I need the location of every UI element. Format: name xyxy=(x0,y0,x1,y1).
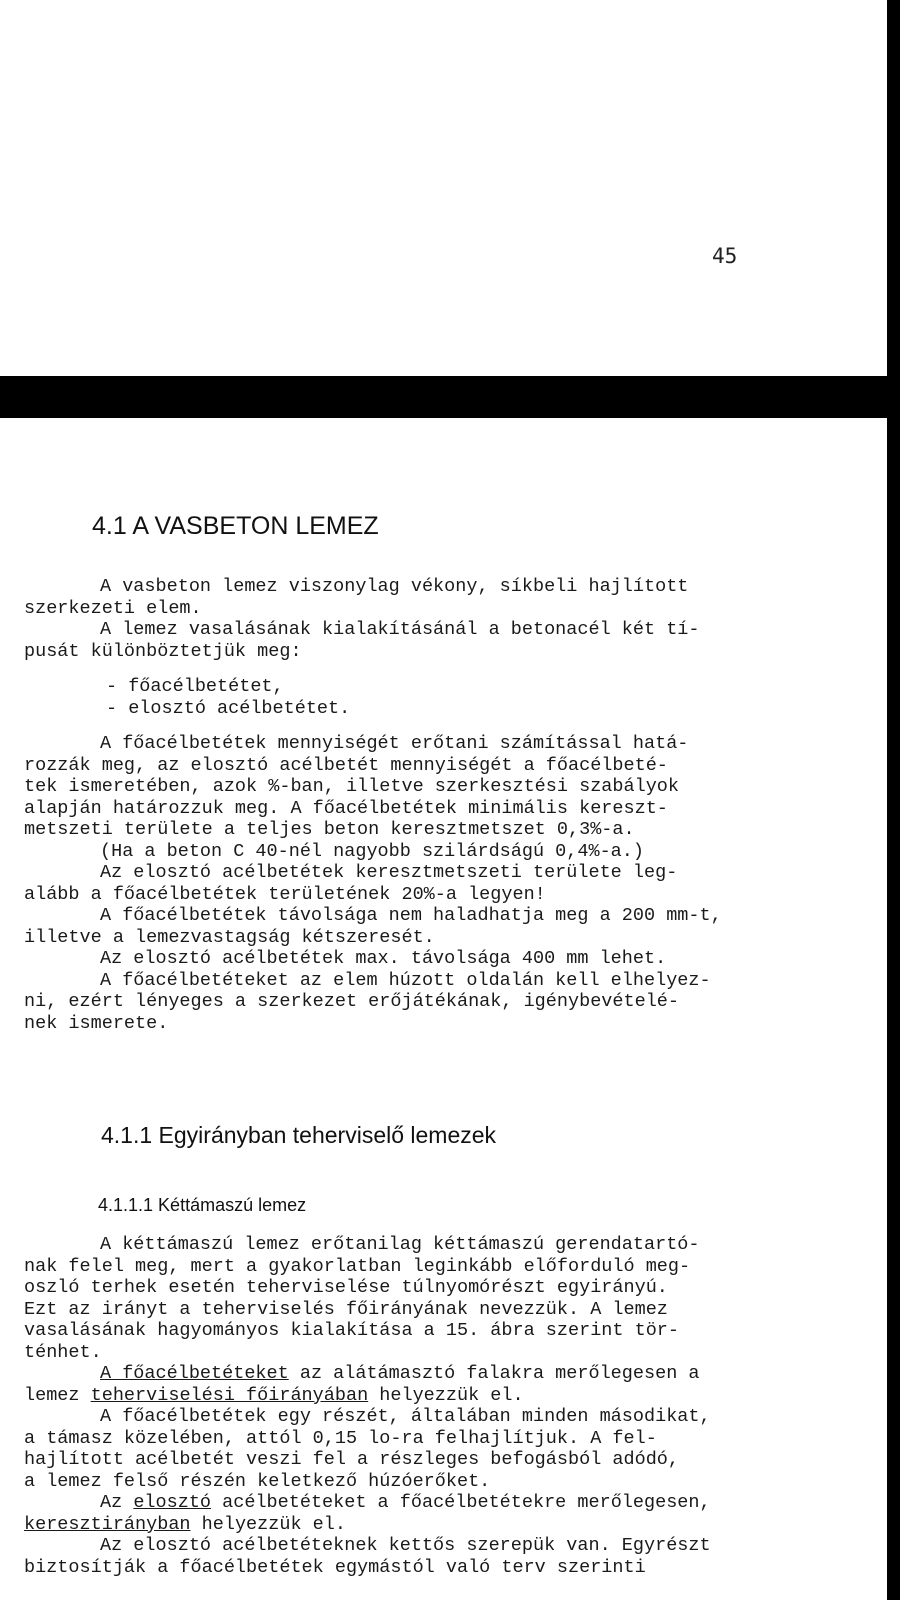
text-line xyxy=(24,1557,864,1579)
text-line xyxy=(24,1449,864,1471)
page-number: 45 xyxy=(712,244,738,268)
text-run: helyezzük el. xyxy=(190,1513,346,1535)
text-line: Az elosztó acélbetétek max. távolsága 400 mm lehet. xyxy=(100,948,667,969)
text-line: tek ismeretében, azok %-ban, illetve szerkesztési szabályok xyxy=(24,776,680,797)
text-line xyxy=(24,1320,864,1342)
subsubsection-heading: 4.1.1.1 Kéttámaszú lemez xyxy=(98,1195,307,1215)
text-run: helyezzük el. xyxy=(368,1384,524,1406)
text-line: A főacélbetéteket az elem húzott oldalán kell elhelyez- xyxy=(100,969,711,991)
text-run: Ezt az irányt a teherviselés főirányának nevezzük. A lemez xyxy=(24,1298,668,1320)
text-run: Az elosztó acélbetéteknek kettős szerepük van. Egyrészt xyxy=(100,1535,711,1556)
underlined-term: A főacélbetéteket xyxy=(100,1363,289,1384)
previous-page-area xyxy=(0,0,887,376)
text-line xyxy=(24,1342,864,1364)
text-run: lemez xyxy=(24,1384,91,1406)
text-line xyxy=(24,1277,864,1299)
text-line xyxy=(24,1299,864,1321)
text-line: Az elosztó acélbetétek keresztmetszeti területe leg- xyxy=(100,862,678,883)
text-line: alapján határozzuk meg. A főacélbetétek minimális kereszt- xyxy=(24,797,668,819)
text-run: biztosítják a főacélbetétek egymástól való terv szerinti xyxy=(24,1556,646,1578)
page-divider-bar xyxy=(0,376,900,418)
text-line: pusát különböztetjük meg: xyxy=(24,640,302,662)
text-line: alább a főacélbetétek területének 20%-a legyen! xyxy=(24,883,546,905)
scan-right-edge xyxy=(887,0,900,1600)
text-line: nek ismerete. xyxy=(24,1012,169,1034)
text-line: metszeti területe a teljes beton keresztmetszet 0,3%-a. xyxy=(24,819,635,840)
text-line xyxy=(24,1234,864,1256)
text-line: - elosztó acélbetétet. xyxy=(106,697,351,719)
text-line xyxy=(24,1535,864,1557)
text-line: illetve a lemezvastagság kétszeresét. xyxy=(24,926,435,948)
text-line: ni, ezért lényeges a szerkezet erőjátékának, igénybevételé- xyxy=(24,991,680,1012)
text-line xyxy=(24,1471,864,1493)
text-run: az alátámasztó falakra merőlegesen a xyxy=(288,1363,700,1384)
text-line: A főacélbetétek mennyiségét erőtani számítással hatá- xyxy=(100,733,689,754)
text-run: oszló terhek esetén teherviselése túlnyomórészt egyirányú. xyxy=(24,1277,668,1298)
underlined-term: teherviselési főirányában xyxy=(90,1384,369,1406)
text-line xyxy=(24,1514,864,1536)
text-run: acélbetéteket a főacélbetétekre merőlegesen, xyxy=(211,1492,711,1513)
text-run: a lemez felső részén keletkező húzóerőket. xyxy=(24,1470,491,1492)
text-line: rozzák meg, az elosztó acélbetét mennyiségét a főacélbeté- xyxy=(24,754,668,776)
text-line xyxy=(24,1363,864,1385)
text-line xyxy=(24,1428,864,1450)
text-line: A vasbeton lemez viszonylag vékony, síkbeli hajlított xyxy=(100,576,689,597)
text-run: ténhet. xyxy=(24,1341,102,1363)
text-line xyxy=(24,1385,864,1407)
subsection-heading: 4.1.1 Egyirányban teherviselő lemezek xyxy=(101,1122,497,1148)
text-line: A főacélbetétek távolsága nem haladhatja meg a 200 mm-t, xyxy=(100,905,722,926)
text-line xyxy=(24,1256,864,1278)
text-line: szerkezeti elem. xyxy=(24,597,202,619)
text-run: hajlított acélbetét veszi fel a részleges befogásból adódó, xyxy=(24,1449,680,1470)
underlined-term: keresztirányban xyxy=(24,1513,191,1535)
section-heading: 4.1 A VASBETON LEMEZ xyxy=(92,512,379,540)
text-run: A főacélbetétek egy részét, általában minden másodikat, xyxy=(100,1406,711,1427)
text-line: - főacélbetétet, xyxy=(106,676,284,697)
text-line: A lemez vasalásának kialakításánál a betonacél két tí- xyxy=(100,619,700,640)
text-run: nak felel meg, mert a gyakorlatban leginkább előforduló meg- xyxy=(24,1255,691,1277)
text-run: Az xyxy=(100,1492,134,1513)
text-run: a támasz közelében, attól 0,15 lo-ra felhajlítjuk. A fel- xyxy=(24,1427,657,1449)
text-run: vasalásának hagyományos kialakítása a 15. ábra szerint tör- xyxy=(24,1320,680,1341)
text-run: A kéttámaszú lemez erőtanilag kéttámaszú gerendatartó- xyxy=(100,1234,700,1255)
text-line xyxy=(24,1492,864,1514)
underlined-term: elosztó xyxy=(133,1492,212,1513)
text-line xyxy=(24,1406,864,1428)
body-text-block xyxy=(24,1234,864,1578)
intro-text-block xyxy=(24,576,864,1034)
text-line: (Ha a beton C 40-nél nagyobb szilárdságú 0,4%-a.) xyxy=(100,840,644,862)
